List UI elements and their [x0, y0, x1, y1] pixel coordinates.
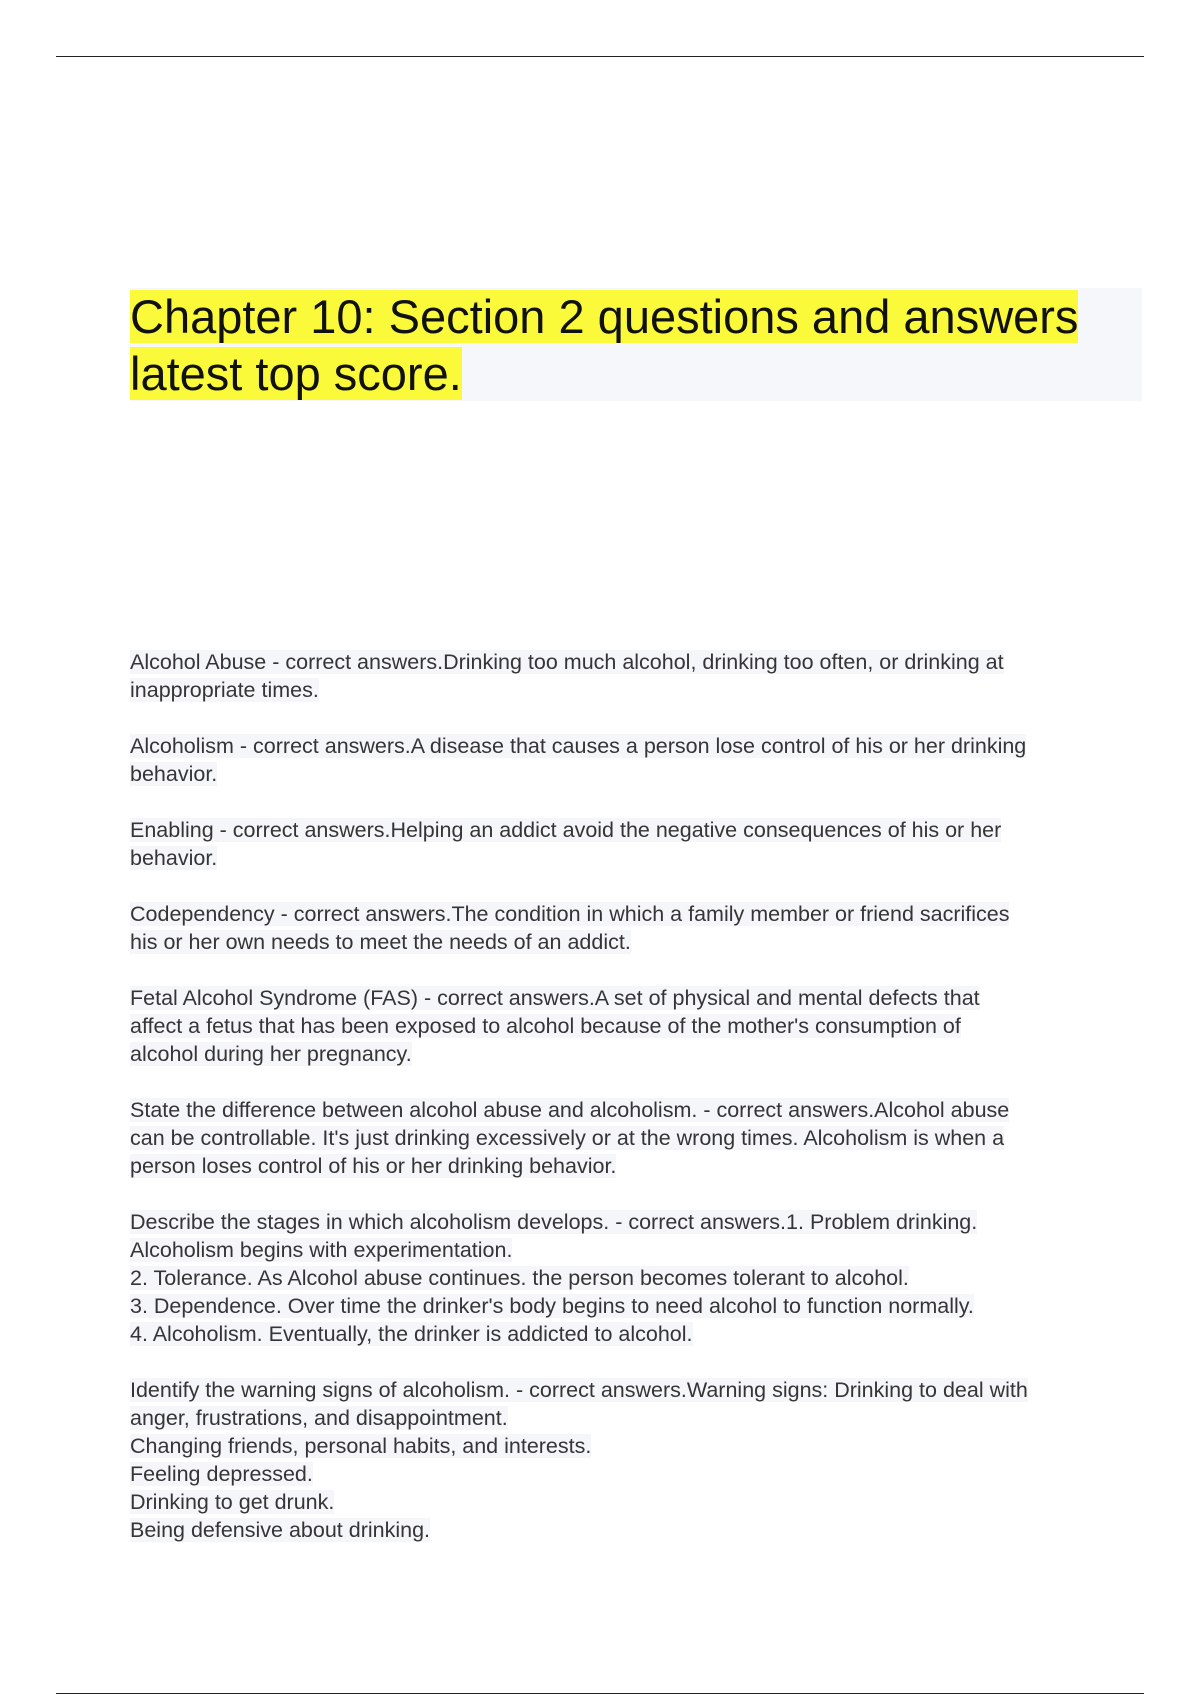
qa-line: Being defensive about drinking. — [130, 1518, 431, 1542]
qa-line: behavior. — [130, 762, 218, 786]
qa-entry-alcoholism — [130, 732, 1150, 788]
qa-line: 3. Dependence. Over time the drinker's body begins to need alcohol to function normally. — [130, 1294, 974, 1318]
qa-line: can be controllable. It's just drinking excessively or at the wrong times. Alcoholism is when a — [130, 1126, 1005, 1150]
title-line-2: latest top score. — [130, 347, 462, 400]
qa-line: person loses control of his or her drinking behavior. — [130, 1154, 617, 1178]
qa-entry-difference — [130, 1096, 1150, 1180]
qa-line: Describe the stages in which alcoholism develops. - correct answers.1. Problem drinking. — [130, 1210, 978, 1234]
header-rule — [56, 56, 1144, 57]
qa-entry-alcohol-abuse — [130, 648, 1150, 704]
qa-line: 4. Alcoholism. Eventually, the drinker is addicted to alcohol. — [130, 1322, 693, 1346]
qa-line: Feeling depressed. — [130, 1462, 313, 1486]
qa-line: Alcoholism - correct answers.A disease that causes a person lose control of his or her drinking — [130, 734, 1027, 758]
qa-entry-fas — [130, 984, 1150, 1068]
qa-entry-codependency — [130, 900, 1150, 956]
title-block — [130, 288, 1142, 401]
page-title — [130, 288, 1142, 402]
qa-line: inappropriate times. — [130, 678, 319, 702]
qa-line: Alcohol Abuse - correct answers.Drinking too much alcohol, drinking too often, or drinking at — [130, 650, 1004, 674]
qa-list — [130, 648, 1150, 1572]
qa-entry-enabling — [130, 816, 1150, 872]
qa-entry-stages — [130, 1208, 1150, 1348]
qa-line: Alcoholism begins with experimentation. — [130, 1238, 513, 1262]
qa-line: Identify the warning signs of alcoholism. - correct answers.Warning signs: Drinking to deal with — [130, 1378, 1028, 1402]
qa-entry-warning-signs — [130, 1376, 1150, 1544]
qa-line: Changing friends, personal habits, and interests. — [130, 1434, 592, 1458]
qa-line: his or her own needs to meet the needs of an addict. — [130, 930, 631, 954]
qa-line: affect a fetus that has been exposed to alcohol because of the mother's consumption of — [130, 1014, 961, 1038]
title-line-1: Chapter 10: Section 2 questions and answers — [130, 290, 1079, 343]
qa-line: anger, frustrations, and disappointment. — [130, 1406, 508, 1430]
qa-line: Enabling - correct answers.Helping an addict avoid the negative consequences of his or her — [130, 818, 1002, 842]
qa-line: State the difference between alcohol abuse and alcoholism. - correct answers.Alcohol abuse — [130, 1098, 1010, 1122]
footer-rule — [56, 1693, 1144, 1694]
qa-line: Codependency - correct answers.The condition in which a family member or friend sacrifices — [130, 902, 1010, 926]
qa-line: alcohol during her pregnancy. — [130, 1042, 412, 1066]
qa-line: Fetal Alcohol Syndrome (FAS) - correct answers.A set of physical and mental defects that — [130, 986, 980, 1010]
qa-line: Drinking to get drunk. — [130, 1490, 335, 1514]
qa-line: behavior. — [130, 846, 218, 870]
qa-line: 2. Tolerance. As Alcohol abuse continues. the person becomes tolerant to alcohol. — [130, 1266, 909, 1290]
